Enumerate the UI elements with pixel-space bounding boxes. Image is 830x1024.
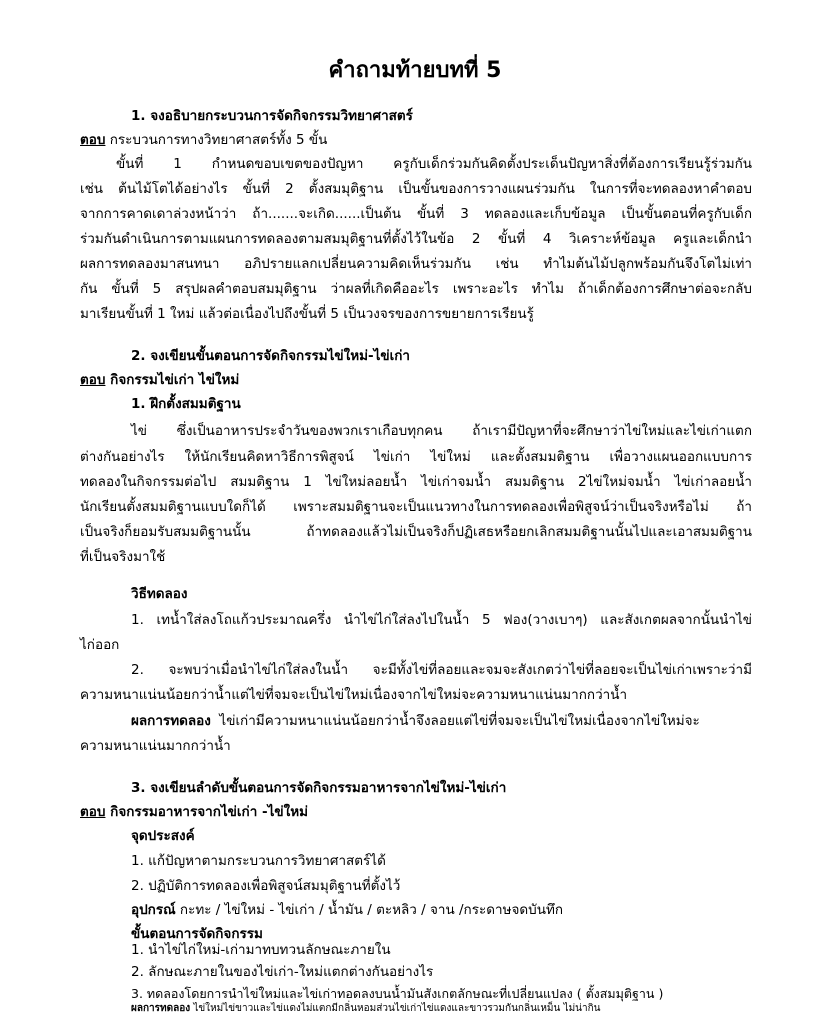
q2-result-text: ไข่เก่ามีความหนาแน่นน้อยกว่าน้ำจึงลอยแต่ไข่ที่จมจะเป็นไข่ใหม่เนื่องจากไข่ใหม่จะ [219,713,700,729]
q2-result-line-1 [131,709,752,733]
q3-equipment-label: อุปกรณ์ [131,902,176,918]
q1-line-5: ผลการทดลองมาสนทนา อภิปรายแลกเปลี่ยนความคิดเห็นร่วมกัน เช่น ทำไมต้นไม้ปลูกพร้อมกันจึงโตไม่เท่า [80,256,752,272]
q3-result-text: ไข่ใหม่ไข่ขาวและไข่แดงไม่แตกมีกลิ่นหอมส่วนไข่เก่าไข่แดงและขาวรวมกันกลิ่นเหม็น ไม่น่ากิน [190,1003,601,1014]
q3-steps-label: ขั้นตอนการจัดกิจกรรม [131,926,263,942]
q2-step1-line-2: ไก่ออก [80,637,120,653]
q2-answer-head: กิจกรรมไข่เก่า ไข่ใหม่ [105,372,240,388]
q3-step-1: 1. นำไข่ไก่ใหม่-เก่ามาทบทวนลักษณะภายใน [131,942,391,958]
q3-answer-label: ตอบ [80,804,106,820]
q1-answer-head: กระบวนการทางวิทยาศาสตร์ทั้ง 5 ขั้น [105,132,328,148]
q2-para-line-5: เป็นจริงก็ยอมรับสมมติฐานนั้น ถ้าทดลองแล้วไม่เป็นจริงก็ปฏิเสธหรือยกเลิกสมมติฐานนั้นไปและเอาสมมติฐาน [80,524,752,540]
q3-equipment [131,898,563,922]
q3-result-line-1 [131,1003,601,1014]
q2-para-line-2: ต่างกันอย่างไร ให้นักเรียนคิดหาวิธีการพิสูจน์ ไข่เก่า ไข่ใหม่ และตั้งสมมติฐาน เพื่อวางแผนออกแบบการ [80,449,752,465]
q2-method-label: วิธีทดลอง [131,586,188,602]
q2-para-line-1: ไข่ ซึ่งเป็นอาหารประจำวันของพวกเราเกือบทุกคน ถ้าเรามีปัญหาที่จะศึกษาว่าไข่ใหม่และไข่เก่าแตก [131,423,752,439]
q2-step1-line-1: 1. เทน้ำใส่ลงโถแก้วประมาณครึ่ง นำไข่ไก่ใส่ลงไปในน้ำ 5 ฟอง(วางเบาๆ) และสังเกตผลจากนั้นนำไข่ [131,612,752,628]
q2-step2-line-2: ความหนาแน่นน้อยกว่าน้ำแต่ไข่ที่จมจะเป็นไข่ใหม่เนื่องจากไข่ใหม่จะความหนาแน่นมากกว่าน้ำ [80,687,628,703]
q1-answer-label: ตอบ [80,132,106,148]
q3-step-3: 3. ทดลองโดยการนำไข่ใหม่และไข่เก่าทอดลงบนน้ำมันสังเกตลักษณะที่เปลี่ยนแปลง ( ตั้งสมมุติฐาน ) [131,986,664,1001]
q2-result-label: ผลการทดลอง [131,713,211,729]
q1-line-4: ร่วมกันดำเนินการตามแผนการทดลองตามสมมุติฐานที่ตั้งไว้ในข้อ 2 ขั้นที่ 4 วิเคราะห์ข้อมูล ครูและเด็กนำ [80,231,752,247]
q2-step2-line-1: 2. จะพบว่าเมื่อนำไข่ไก่ใส่ลงในน้ำ จะมีทั้งไข่ที่ลอยและจมจะสังเกตว่าไข่ที่ลอยจะเป็นไข่เก่าเพราะว่ามี [131,662,752,678]
q3-result-label: ผลการทดลอง [131,1003,191,1014]
q3-step-2: 2. ลักษณะภายในของไข่เก่า-ใหม่แตกต่างกันอย่างไร [131,964,434,980]
q3-answer-head: กิจกรรมอาหารจากไข่เก่า -ไข่ใหม่ [105,804,308,820]
q2-sub1-heading: 1. ฝึกตั้งสมมติฐาน [131,396,241,412]
q3-equipment-text: กะทะ / ไข่ใหม่ - ไข่เก่า / น้ำมัน / ตะหลิว / จาน /กระดาษจดบันทึก [175,902,564,918]
q1-line-3: จากการคาดเดาล่วงหน้าว่า ถ้า.......จะเกิด......เป็นต้น ขั้นที่ 3 ทดลองและเก็บข้อมูล เป็นขั้นตอนที่ครูกับเด็ก [80,206,752,222]
q2-answer [80,368,239,392]
q1-answer [80,128,327,152]
q3-question: 3. จงเขียนลำดับขั้นตอนการจัดกิจกรรมอาหารจากไข่ใหม่-ไข่เก่า [131,780,507,796]
q3-answer [80,800,308,824]
q3-purpose-2: 2. ปฏิบัติการทดลองเพื่อพิสูจน์สมมุติฐานที่ตั้งไว้ [131,878,401,894]
page-title: คำถามท้ายบทที่ 5 [328,58,502,83]
q2-para-line-6: ที่เป็นจริงมาใช้ [80,549,166,565]
q3-purpose-label: จุดประสงค์ [131,828,195,844]
q2-answer-label: ตอบ [80,372,106,388]
q2-result-line-2: ความหนาแน่นมากกว่าน้ำ [80,738,231,754]
q1-question: 1. จงอธิบายกระบวนการจัดกิจกรรมวิทยาศาสตร์ [131,108,413,124]
q2-question: 2. จงเขียนขั้นตอนการจัดกิจกรรมไข่ใหม่-ไข่เก่า [131,348,411,364]
q2-para-line-4: นักเรียนตั้งสมมติฐานแบบใดก็ได้ เพราะสมมติฐานจะเป็นแนวทางในการทดลองเพื่อพิสูจน์ว่าเป็นจริงหรือไม่ ถ้า [80,499,752,515]
q1-line-7: มาเรียนขั้นที่ 1 ใหม่ แล้วต่อเนื่องไปถึงขั้นที่ 5 เป็นวงจรของการขยายการเรียนรู้ [80,306,534,322]
q1-line-2: เช่น ต้นไม้โตได้อย่างไร ขั้นที่ 2 ตั้งสมมุติฐาน เป็นขั้นของการวางแผนร่วมกัน ในการที่จะทดลองหาคำตอบ [80,181,752,197]
q1-line-6: กัน ขั้นที่ 5 สรุปผลคำตอบสมมุติฐาน ว่าผลที่เกิดคืออะไร เพราะอะไร ทำไม ถ้าเด็กต้องการศึกษาต่อจะกลับ [80,281,752,297]
q3-purpose-1: 1. แก้ปัญหาตามกระบวนการวิทยาศาสตร์ได้ [131,853,386,869]
q2-para-line-3: ทดลองในกิจกรรมต่อไป สมมติฐาน 1 ไข่ใหม่ลอยน้ำ ไข่เก่าจมน้ำ สมมติฐาน 2ไข่ใหม่จมน้ำ ไข่เก่าลอยน้ำ [80,474,752,490]
q1-line-1: ขั้นที่ 1 กำหนดขอบเขตของปัญหา ครูกับเด็กร่วมกันคิดตั้งประเด็นปัญหาสิ่งที่ต้องการเรียนรู้ร่วมกัน [116,156,752,172]
